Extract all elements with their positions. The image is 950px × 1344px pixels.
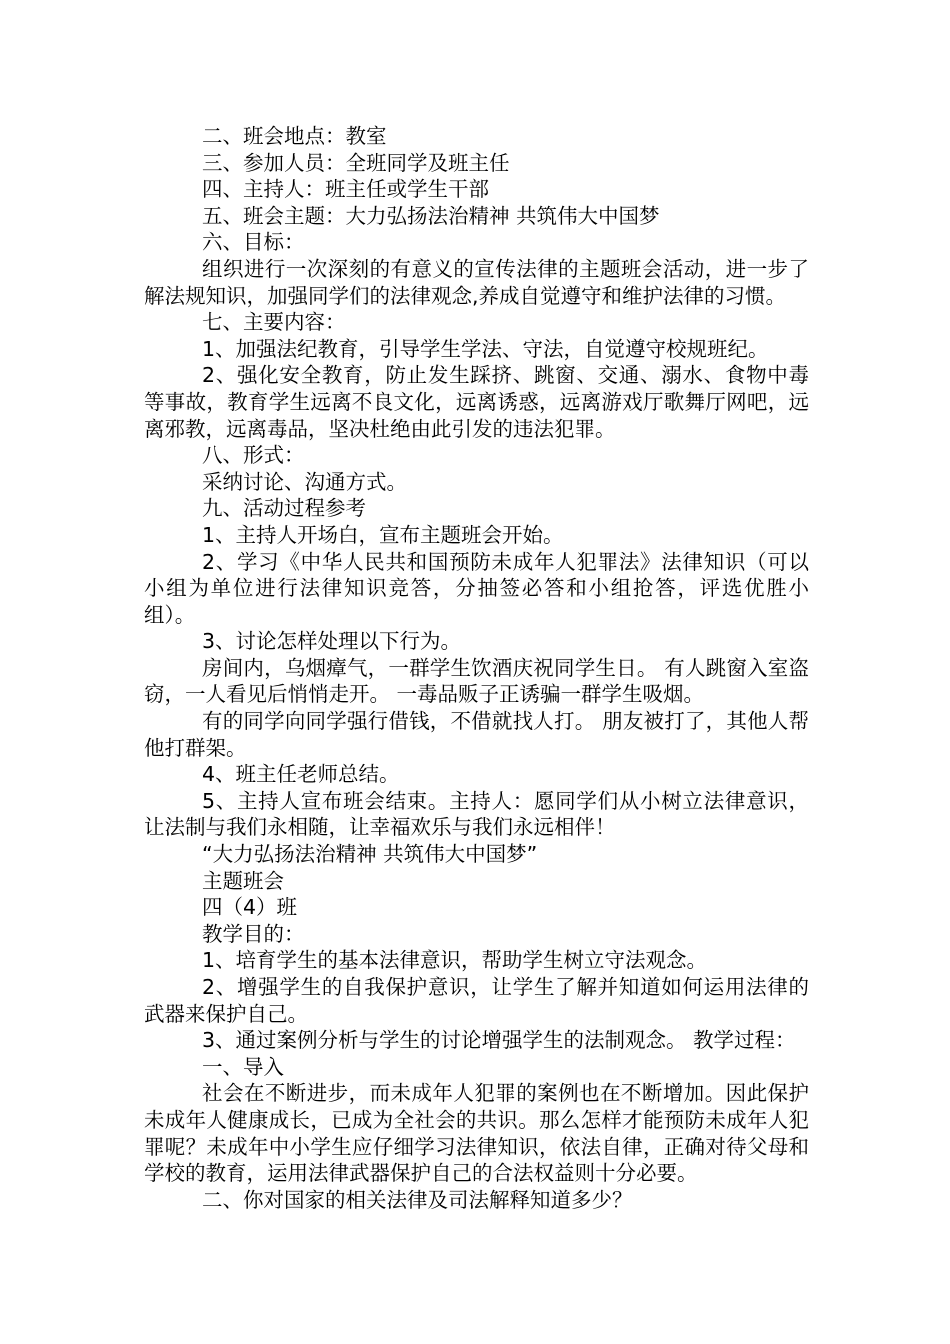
teaching-goal-3: 3、通过案例分析与学生的讨论增强学生的法制观念。 教学过程： [202, 1028, 796, 1053]
process-item-4: 4、班主任老师总结。 [202, 762, 400, 787]
process-item-5: 5、主持人宣布班会结束。主持人：愿同学们从小树立法律意识，让法制与我们永相随，让幸福欢乐与我们永远相伴！ [144, 788, 809, 840]
intro-paragraph: 社会在不断进步，而未成年人犯罪的案例也在不断增加。因此保护未成年人健康成长，已成为全社会的共识。那么怎样才能预防未成年人犯罪呢？未成年中小学生应仔细学习法律知识，依法自律，正确对待父母和学校的教育，运用法律武器保护自己的合法权益则十分必要。 [144, 1081, 809, 1186]
lesson-title: “大力弘扬法治精神 共筑伟大中国梦” [202, 842, 538, 867]
section-heading-teaching-goal: 教学目的： [202, 921, 305, 946]
teaching-goal-1: 1、培育学生的基本法律意识，帮助学生树立守法观念。 [202, 948, 708, 973]
lesson-subtitle: 主题班会 [202, 868, 284, 893]
section-heading-participants: 三、参加人员：全班同学及班主任 [202, 150, 510, 175]
section-heading-theme: 五、班会主题：大力弘扬法治精神 共筑伟大中国梦 [202, 203, 660, 228]
form-paragraph: 采纳讨论、沟通方式。 [202, 469, 407, 494]
content-item-2: 2、强化安全教育，防止发生踩挤、跳窗、交通、溺水、食物中毒等事故，教育学生远离不良文化，远离诱惑，远离游戏厅歌舞厅网吧，远离邪教，远离毒品，坚决杜绝由此引发的违法犯罪。 [144, 363, 809, 441]
process-item-3: 3、讨论怎样处理以下行为。 [202, 629, 462, 654]
section-heading-main-content: 七、主要内容： [202, 310, 346, 335]
process-item-2: 2、学习《中华人民共和国预防未成年人犯罪法》法律知识（可以小组为单位进行法律知识竞答，分抽签必答和小组抢答，评选优胜小组）。 [144, 549, 809, 627]
scenario-paragraph-2: 有的同学向同学强行借钱，不借就找人打。 朋友被打了，其他人帮他打群架。 [144, 709, 809, 760]
scenario-paragraph-1: 房间内，乌烟瘴气，一群学生饮酒庆祝同学生日。 有人跳窗入室盗窃，一人看见后悄悄走开。 一毒品贩子正诱骗一群学生吸烟。 [144, 655, 809, 707]
lesson-class: 四（4）班 [202, 895, 298, 920]
section-heading-location: 二、班会地点：教室 [202, 124, 387, 148]
process-item-1: 1、主持人开场白，宣布主题班会开始。 [202, 522, 564, 547]
section-heading-law-knowledge: 二、你对国家的相关法律及司法解释知道多少？ [202, 1187, 633, 1212]
section-heading-form: 八、形式： [202, 443, 305, 468]
section-heading-intro: 一、导入 [202, 1054, 284, 1079]
document-body [144, 123, 809, 1213]
section-heading-process: 九、活动过程参考 [202, 496, 366, 521]
section-heading-host: 四、主持人：班主任或学生干部 [202, 177, 489, 202]
teaching-goal-2: 2、增强学生的自我保护意识，让学生了解并知道如何运用法律的武器来保护自己。 [144, 975, 809, 1026]
content-item-1: 1、加强法纪教育，引导学生学法、守法，自觉遵守校规班纪。 [202, 336, 769, 361]
goal-paragraph: 组织进行一次深刻的有意义的宣传法律的主题班会活动，进一步了解法规知识，加强同学们的法律观念,养成自觉遵守和维护法律的习惯。 [144, 256, 809, 308]
section-heading-goal: 六、目标： [202, 230, 305, 255]
